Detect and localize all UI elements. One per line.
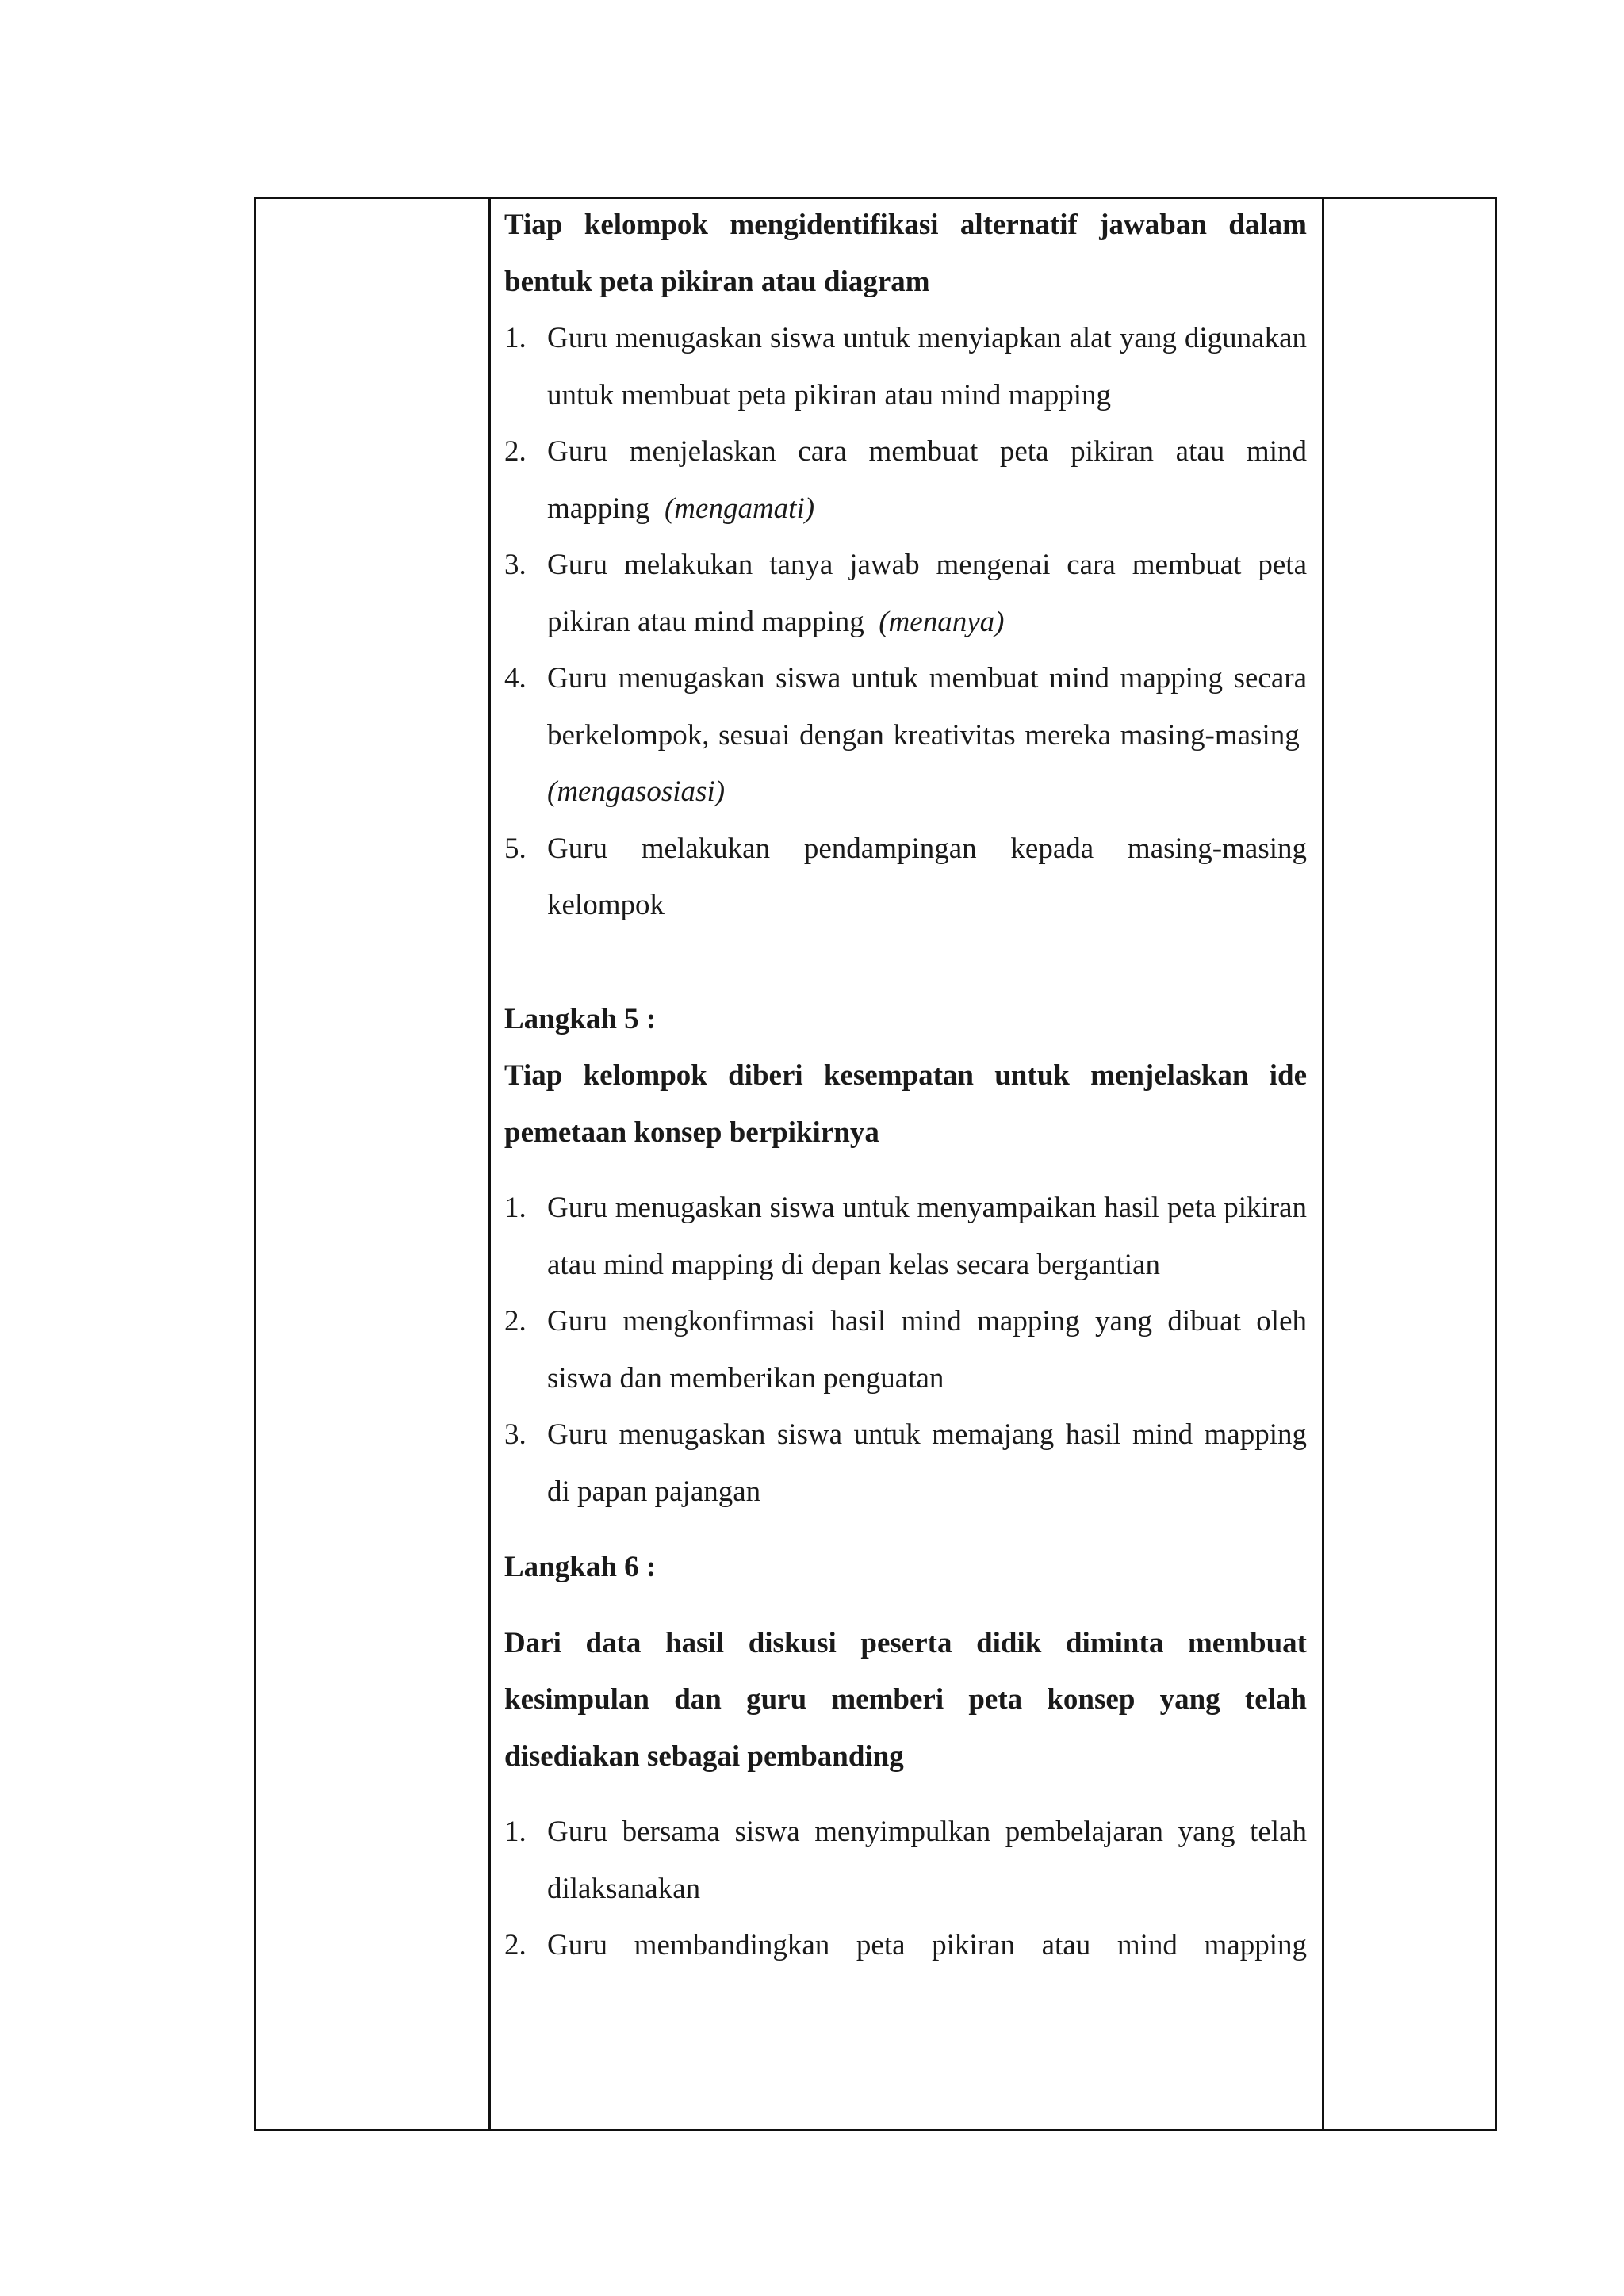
column-divider-right [1322, 199, 1324, 2129]
activity-verb: (mengamati) [664, 492, 815, 525]
item-text: Guru menugaskan siswa untuk membuat mind mapping secara berkelompok, sesuai dengan kreativitas mereka masing-masing [547, 662, 1307, 752]
list-item [504, 1293, 1307, 1406]
item-number: 3. [504, 1418, 527, 1451]
step-label: Langkah 5 : [504, 1002, 657, 1035]
list-item [504, 821, 1307, 934]
section-heading: Dari data hasil diskusi peserta didik diminta membuat kesimpulan dan guru memberi peta konsep yang telah disediakan sebagai pembanding [504, 1626, 1307, 1773]
step-list [504, 1804, 1307, 1974]
item-text: Guru menugaskan siswa untuk menyampaikan hasil peta pikiran atau mind mapping di depan kelas secara bergantian [547, 1192, 1307, 1281]
list-item [504, 537, 1307, 650]
list-item [504, 1804, 1307, 1917]
activity-cell-content [504, 197, 1307, 1974]
item-number: 2. [504, 1929, 527, 1961]
item-number: 1. [504, 322, 527, 354]
step-list [504, 310, 1307, 934]
list-item [504, 1917, 1307, 1974]
item-text: Guru menugaskan siswa untuk memajang hasil mind mapping di papan pajangan [547, 1418, 1307, 1508]
list-item [504, 1180, 1307, 1293]
item-text: Guru mengkonfirmasi hasil mind mapping yang dibuat oleh siswa dan memberikan penguatan [547, 1305, 1307, 1395]
item-text: Guru bersama siswa menyimpulkan pembelajaran yang telah dilaksanakan [547, 1816, 1307, 1905]
section-heading: Tiap kelompok diberi kesempatan untuk menjelaskan ide pemetaan konsep berpikirnya [504, 1059, 1307, 1149]
activity-verb: (menanya) [879, 605, 1005, 638]
list-item [504, 310, 1307, 423]
item-number: 3. [504, 549, 527, 581]
list-item [504, 650, 1307, 821]
item-text: Guru melakukan pendampingan kepada masing-masing kelompok [547, 832, 1307, 921]
step-label: Langkah 6 : [504, 1551, 657, 1583]
item-text: Guru membandingkan peta pikiran atau mind mapping [547, 1929, 1307, 1961]
item-number: 4. [504, 662, 527, 695]
step-list [504, 1180, 1307, 1520]
list-item [504, 423, 1307, 537]
item-text: Guru menugaskan siswa untuk menyiapkan alat yang digunakan untuk membuat peta pikiran atau mind mapping [547, 322, 1307, 411]
item-number: 2. [504, 435, 527, 468]
item-number: 2. [504, 1305, 527, 1337]
list-item [504, 1406, 1307, 1520]
column-divider-left [488, 199, 491, 2129]
item-number: 1. [504, 1816, 527, 1848]
item-text: Guru melakukan tanya jawab mengenai cara membuat peta pikiran atau mind mapping [547, 549, 1307, 638]
item-number: 5. [504, 832, 527, 865]
item-text: Guru menjelaskan cara membuat peta pikiran atau mind mapping [547, 435, 1307, 525]
activity-verb: (mengasosiasi) [547, 775, 726, 808]
section-heading: Tiap kelompok mengidentifikasi alternatif jawaban dalam bentuk peta pikiran atau diagram [504, 209, 1307, 298]
item-number: 1. [504, 1192, 527, 1224]
